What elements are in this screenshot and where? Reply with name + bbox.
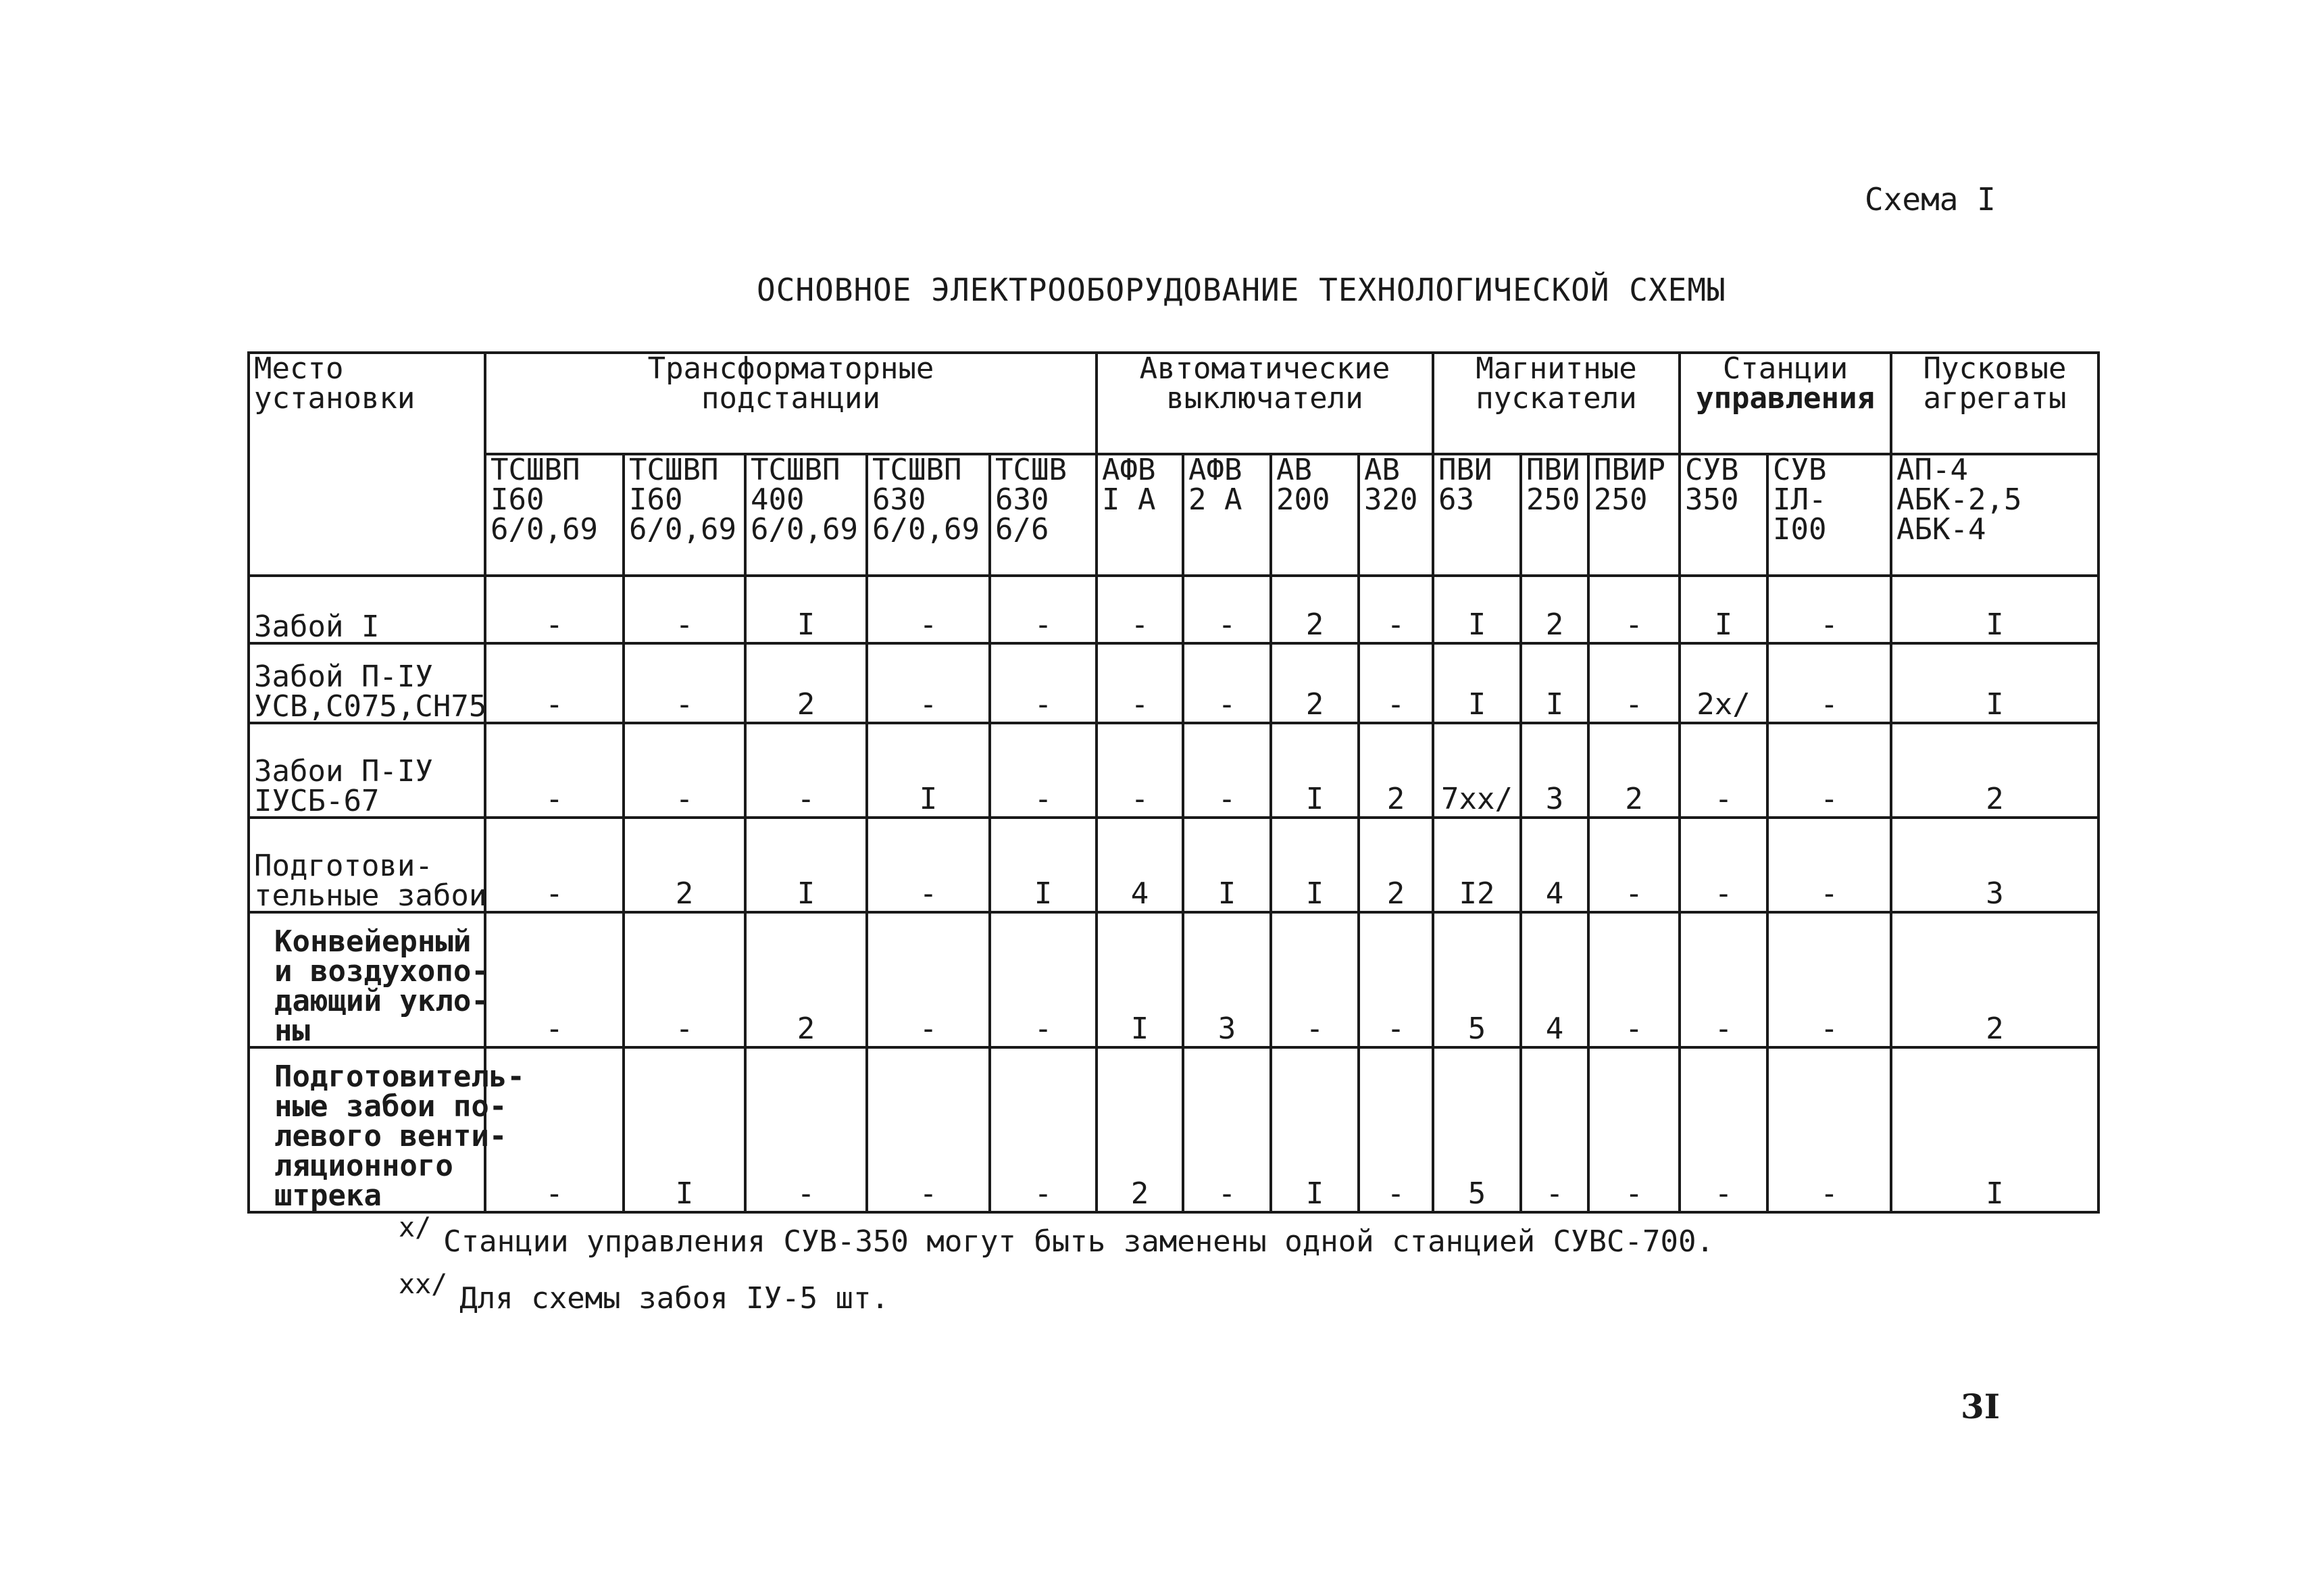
table-cell: - bbox=[1183, 643, 1271, 723]
subheader-row bbox=[249, 454, 2098, 576]
subheader-suv-1l-100: СУВ IЛ- I00 bbox=[1767, 454, 1891, 576]
table-cell: I bbox=[745, 818, 867, 912]
row-label-line: УСВ,С075,СН75 bbox=[254, 689, 487, 724]
table-cell: - bbox=[990, 912, 1097, 1047]
table-cell: 2 bbox=[1891, 723, 2098, 818]
table-cell: I bbox=[1891, 643, 2098, 723]
place-header: Место установки bbox=[249, 353, 485, 576]
group-header-transformers: Трансформаторные подстанции bbox=[485, 353, 1097, 454]
table-cell: - bbox=[990, 643, 1097, 723]
table-cell: I bbox=[1097, 912, 1183, 1047]
row-label-line: ляционного bbox=[274, 1149, 453, 1183]
row-label-line: и воздухопо- bbox=[274, 954, 489, 989]
table-cell: - bbox=[1767, 818, 1891, 912]
table-cell: - bbox=[485, 818, 624, 912]
row-label-line: Забой П-IУ bbox=[254, 659, 433, 694]
subheader-tsshvp-400: ТСШВП 400 6/0,69 bbox=[745, 454, 867, 576]
table-cell: - bbox=[990, 723, 1097, 818]
subheader-afv-2a: АФВ 2 А bbox=[1183, 454, 1271, 576]
table-cell: - bbox=[990, 576, 1097, 643]
row-label-line: тельные забои bbox=[254, 878, 487, 913]
row-label-line: левого венти- bbox=[274, 1119, 507, 1153]
table-cell: - bbox=[867, 576, 990, 643]
row-label bbox=[249, 723, 485, 818]
group-header-start-units: Пусковые агрегаты bbox=[1891, 353, 2098, 454]
subheader-suv-350: СУВ 350 bbox=[1680, 454, 1767, 576]
table-cell: - bbox=[485, 576, 624, 643]
table-cell: - bbox=[1588, 1047, 1680, 1212]
document-title: ОСНОВНОЕ ЭЛЕКТРООБОРУДОВАНИЕ ТЕХНОЛОГИЧЕСКОЙ СХЕМЫ bbox=[757, 272, 1726, 308]
row-label-line: ны bbox=[274, 1014, 310, 1048]
table-cell: I bbox=[1433, 576, 1521, 643]
row-label bbox=[249, 1047, 525, 1213]
row-label-line: ные забои по- bbox=[274, 1089, 507, 1124]
table-cell: 2 bbox=[1271, 576, 1359, 643]
table-row bbox=[249, 818, 2098, 912]
table-cell: - bbox=[485, 723, 624, 818]
group-header-breakers: Автоматические выключатели bbox=[1097, 353, 1433, 454]
table-cell: - bbox=[1680, 818, 1767, 912]
table-cell: 2 bbox=[1588, 723, 1680, 818]
table-cell: I bbox=[1183, 818, 1271, 912]
row-label bbox=[249, 576, 485, 643]
table-cell: - bbox=[485, 643, 624, 723]
subheader-tsshvp-160-a: ТСШВП I60 6/0,69 bbox=[485, 454, 624, 576]
row-label bbox=[249, 912, 489, 1048]
table-cell: - bbox=[1767, 643, 1891, 723]
table-cell: - bbox=[1588, 818, 1680, 912]
table-cell: - bbox=[867, 643, 990, 723]
table-cell: 2 bbox=[624, 818, 745, 912]
table-cell: 4 bbox=[1521, 818, 1588, 912]
table-cell: 5 bbox=[1433, 912, 1521, 1047]
table-cell: I bbox=[990, 818, 1097, 912]
table-cell: - bbox=[1588, 643, 1680, 723]
subheader-av-320: АВ 320 bbox=[1359, 454, 1433, 576]
table-cell: - bbox=[1767, 723, 1891, 818]
footnote-2-mark: xx/ bbox=[399, 1269, 448, 1300]
table-cell: - bbox=[1680, 1047, 1767, 1212]
scheme-label: Схема I bbox=[1865, 181, 1996, 218]
table-cell: 2 bbox=[1359, 818, 1433, 912]
row-label-line: Забои П-IУ bbox=[254, 754, 433, 789]
table-cell: - bbox=[1680, 912, 1767, 1047]
table-cell: - bbox=[1183, 576, 1271, 643]
row-label-line: штрека bbox=[274, 1178, 382, 1213]
table-cell: - bbox=[624, 576, 745, 643]
table-cell: I bbox=[1521, 643, 1588, 723]
table-cell: 5 bbox=[1433, 1047, 1521, 1212]
table-row bbox=[249, 643, 2098, 723]
table-cell: - bbox=[745, 1047, 867, 1212]
table-cell: I bbox=[1271, 723, 1359, 818]
table-cell: - bbox=[485, 912, 624, 1047]
table-cell: - bbox=[1097, 643, 1183, 723]
table-cell: - bbox=[1588, 576, 1680, 643]
row-label-line: Забой I bbox=[254, 609, 380, 644]
table-cell: - bbox=[1767, 1047, 1891, 1212]
table-cell: 2 bbox=[1359, 723, 1433, 818]
subheader-tsshv-630: ТСШВ 630 6/6 bbox=[990, 454, 1097, 576]
table-cell: 2 bbox=[745, 643, 867, 723]
table-cell: 7xx/ bbox=[1433, 723, 1521, 818]
table-cell: - bbox=[1359, 912, 1433, 1047]
table-cell: 4 bbox=[1521, 912, 1588, 1047]
subheader-pvi-63: ПВИ 63 bbox=[1433, 454, 1521, 576]
table-cell: - bbox=[1767, 576, 1891, 643]
subheader-pvir-250: ПВИР 250 bbox=[1588, 454, 1680, 576]
table-cell: - bbox=[1097, 723, 1183, 818]
table-cell: - bbox=[1097, 576, 1183, 643]
footnote-1-text: Станции управления СУВ-350 могут быть заменены одной станцией СУВС-700. bbox=[443, 1224, 1714, 1259]
table-cell: - bbox=[624, 723, 745, 818]
table-cell: 2 bbox=[1097, 1047, 1183, 1212]
table-cell: - bbox=[1359, 576, 1433, 643]
table-row bbox=[249, 1047, 2098, 1212]
table-cell: 3 bbox=[1521, 723, 1588, 818]
table-row bbox=[249, 723, 2098, 818]
equipment-table bbox=[247, 351, 2100, 1214]
subheader-tsshvp-630: ТСШВП 630 6/0,69 bbox=[867, 454, 990, 576]
table-cell: - bbox=[867, 912, 990, 1047]
table-cell: 3 bbox=[1183, 912, 1271, 1047]
row-label-line: дающий укло- bbox=[274, 984, 489, 1018]
table-cell: 2 bbox=[745, 912, 867, 1047]
table-body bbox=[249, 576, 2098, 1212]
table-row bbox=[249, 912, 2098, 1047]
table-cell: I bbox=[624, 1047, 745, 1212]
footnote-1-mark: x/ bbox=[399, 1212, 432, 1243]
subheader-afv-1a: АФВ I А bbox=[1097, 454, 1183, 576]
group-header-control-stations: Станции управления bbox=[1680, 353, 1891, 454]
page-number: 3I bbox=[1961, 1387, 2001, 1426]
table-cell: I bbox=[1680, 576, 1767, 643]
table-cell: 2 bbox=[1271, 643, 1359, 723]
table-cell: - bbox=[867, 818, 990, 912]
table-cell: - bbox=[624, 912, 745, 1047]
table-cell: I bbox=[867, 723, 990, 818]
group-header-row bbox=[249, 353, 2098, 454]
row-label-line: Конвейерный bbox=[274, 924, 472, 959]
table-cell: - bbox=[1588, 912, 1680, 1047]
table-cell: I bbox=[1891, 1047, 2098, 1212]
table-cell: I bbox=[1271, 818, 1359, 912]
table-cell: I bbox=[1433, 643, 1521, 723]
footnote-1 bbox=[399, 1212, 1714, 1259]
table-cell: 2 bbox=[1891, 912, 2098, 1047]
row-label-line: Подготовитель- bbox=[274, 1059, 525, 1094]
group-header-starters: Магнитные пускатели bbox=[1433, 353, 1680, 454]
footnote-2-text: Для схемы забоя IУ-5 шт. bbox=[459, 1281, 890, 1316]
table-cell: - bbox=[1680, 723, 1767, 818]
subheader-ap-abk: АП-4 АБК-2,5 АБК-4 bbox=[1891, 454, 2098, 576]
table-cell: 4 bbox=[1097, 818, 1183, 912]
subheader-tsshvp-160-b: ТСШВП I60 6/0,69 bbox=[624, 454, 745, 576]
subheader-av-200: АВ 200 bbox=[1271, 454, 1359, 576]
table-cell: - bbox=[1183, 723, 1271, 818]
table-cell: - bbox=[990, 1047, 1097, 1212]
table-cell: I2 bbox=[1433, 818, 1521, 912]
table-cell: 2x/ bbox=[1680, 643, 1767, 723]
table-cell: - bbox=[867, 1047, 990, 1212]
table-row bbox=[249, 576, 2098, 643]
footnote-2 bbox=[399, 1269, 890, 1316]
table-cell: 3 bbox=[1891, 818, 2098, 912]
table-cell: - bbox=[1359, 643, 1433, 723]
table-cell: - bbox=[485, 1047, 624, 1212]
row-label-line: IУСБ-67 bbox=[254, 784, 380, 818]
row-label bbox=[249, 643, 485, 723]
table-cell: - bbox=[1271, 912, 1359, 1047]
table-cell: - bbox=[624, 643, 745, 723]
row-label bbox=[249, 818, 485, 912]
table-cell: - bbox=[745, 723, 867, 818]
table-cell: - bbox=[1359, 1047, 1433, 1212]
table-cell: - bbox=[1521, 1047, 1588, 1212]
table-cell: - bbox=[1183, 1047, 1271, 1212]
table-cell: 2 bbox=[1521, 576, 1588, 643]
table-cell: I bbox=[1271, 1047, 1359, 1212]
table-cell: I bbox=[1891, 576, 2098, 643]
table-cell: I bbox=[745, 576, 867, 643]
row-label-line: Подготови- bbox=[254, 849, 433, 883]
table-cell: - bbox=[1767, 912, 1891, 1047]
subheader-pvi-250: ПВИ 250 bbox=[1521, 454, 1588, 576]
